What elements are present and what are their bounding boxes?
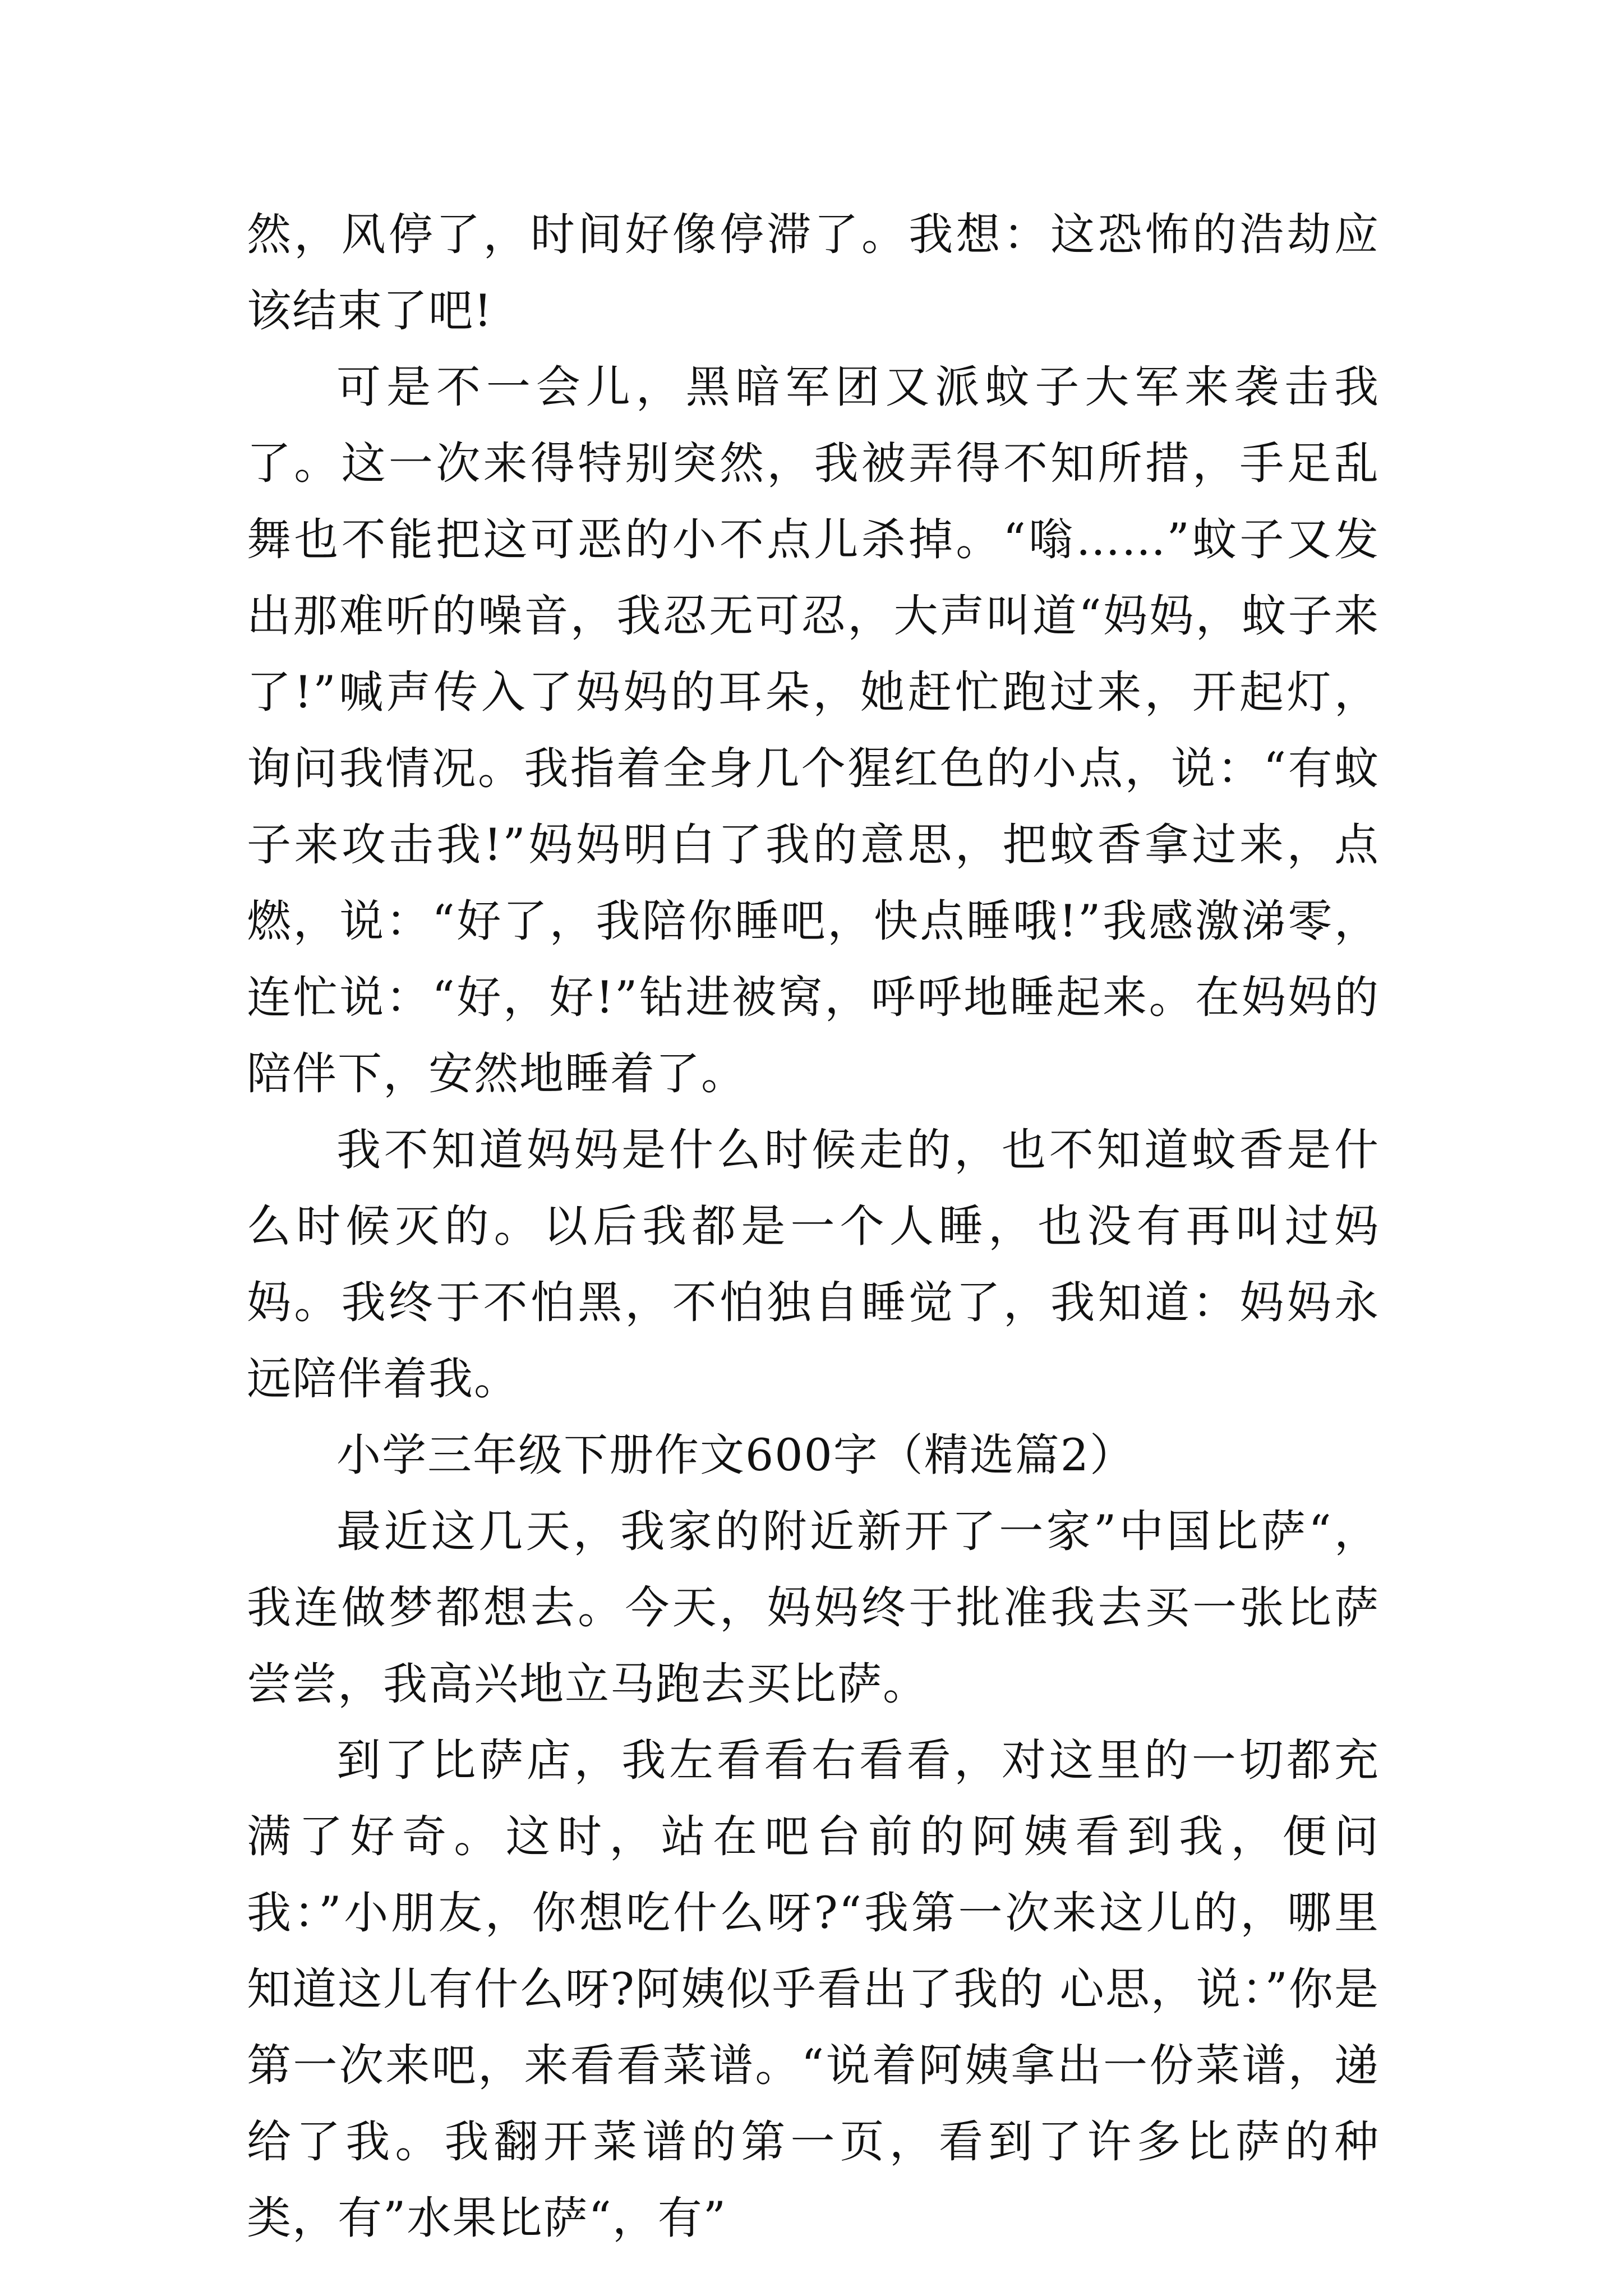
document-body <box>247 196 1380 2256</box>
paragraph-mosquito-attack: 可是不一会儿，黑暗军团又派蚊子大军来袭击我了。这一次来得特别突然，我被弄得不知所措，手足乱舞也不能把这可恶的小不点儿杀掉。“嗡……”蚊子又发出那难听的噪音，我忍无可忍，大声叫道“妈妈，蚊子来了!”喊声传入了妈妈的耳朵，她赶忙跑过来，开起灯，询问我情况。我指着全身几个猩红色的小点，说：“有蚊子来攻击我!”妈妈明白了我的意思，把蚊香拿过来，点燃，说：“好了，我陪你睡吧，快点睡哦!”我感激涕零，连忙说：“好，好!”钻进被窝，呼呼地睡起来。在妈妈的陪伴下，安然地睡着了。 <box>247 361 1380 1099</box>
paragraph-new-pizza-shop: 最近这几天，我家的附近新开了一家”中国比萨“，我连做梦都想去。今天，妈妈终于批准我去买一张比萨尝尝，我高兴地立马跑去买比萨。 <box>247 1506 1380 1710</box>
paragraph-continuation: 然，风停了，时间好像停滞了。我想：这恐怖的浩劫应该结束了吧! <box>247 209 1380 337</box>
paragraph-at-pizza-shop: 到了比萨店，我左看看右看看，对这里的一切都充满了好奇。这时，站在吧台前的阿姨看到我，便问我：”小朋友，你想吃什么呀?“我第一次来这儿的，哪里知道这儿有什么呀?阿姨似乎看出了我的 心思，说：”你是第一次来吧，来看看菜谱。“说着阿姨拿出一份菜谱，递给了我。我翻开菜谱的第一页，看到了许多比萨的种类，有”水果比萨“，有” <box>247 1734 1380 2244</box>
paragraph-not-afraid: 我不知道妈妈是什么时候走的，也不知道蚊香是什么时候灭的。以后我都是一个人睡，也没有再叫过妈妈。我终于不怕黑，不怕独自睡觉了，我知道：妈妈永远陪伴着我。 <box>247 1124 1380 1405</box>
section-heading: 小学三年级下册作文600字（精选篇2） <box>336 1429 1136 1481</box>
